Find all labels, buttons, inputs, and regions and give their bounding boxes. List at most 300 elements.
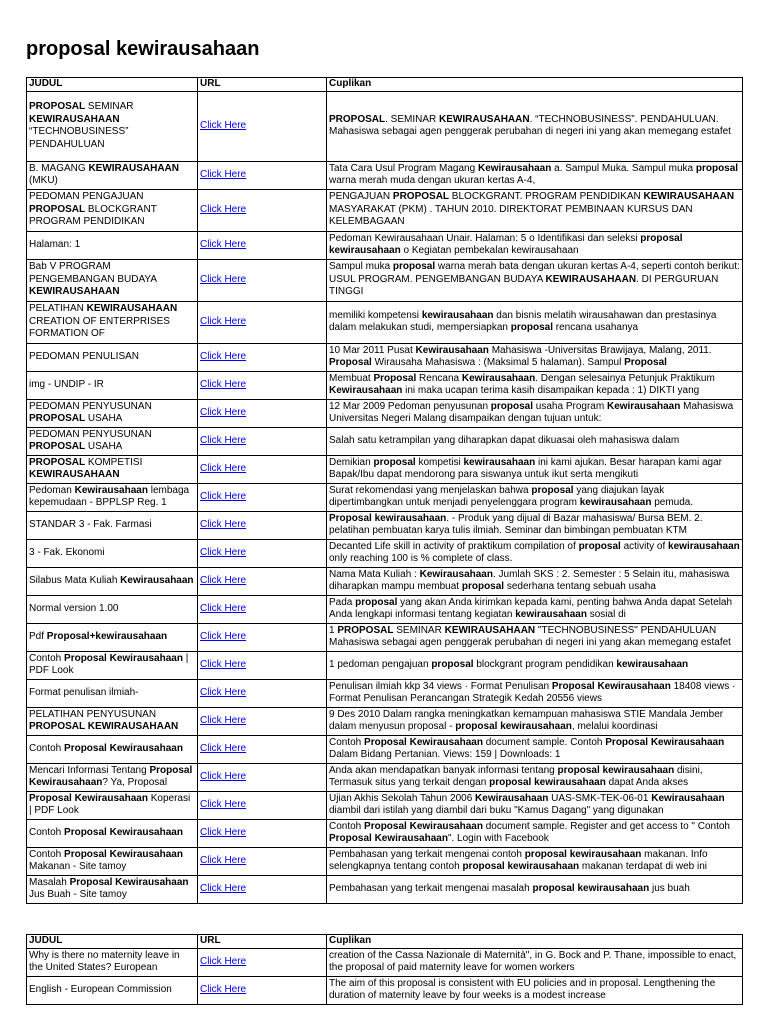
cuplikan-cell [327, 259, 743, 301]
cuplikan-segment: ini maka ucapan terima kasih disampaikan kepada : 1) DIKTI yang [402, 385, 700, 396]
cuplikan-segment: PROPOSAL [392, 191, 450, 203]
cuplikan-segment: proposal [578, 540, 621, 552]
cuplikan-segment: proposal [490, 400, 534, 412]
cuplikan-segment: Kewirausahaan [415, 344, 489, 356]
cuplikan-segment: Mahasiswa -Universitas Brawijaya, Malang, 2011. [488, 344, 712, 356]
judul-segment: | PDF Look [29, 652, 189, 676]
judul-cell [27, 343, 198, 371]
cuplikan-segment: creation of the Cassa Nazionale di Maternità", in G. Bock and P. Thane, impossible to enact, the proposal of paid maternity leave for women workers [329, 949, 737, 973]
table-row [27, 679, 743, 707]
cuplikan-segment: Decanted Life skill in activity of praktikum compilation of [329, 540, 579, 552]
cuplikan-segment: Pedoman Kewirausahaan Unair. Halaman: 5 o Identifikasi dan seleksi [329, 232, 641, 244]
cuplikan-segment: usaha Program [533, 400, 607, 412]
judul-segment: Proposal Kewirausahaan [64, 848, 183, 860]
cuplikan-segment: Kewirausahaan [329, 385, 403, 396]
judul-segment: Pedoman [29, 484, 75, 496]
judul-segment: Proposal Kewirausahaan [64, 652, 183, 664]
judul-segment: img - UNDIP - IR [29, 378, 104, 390]
cuplikan-segment: MASYARAKAT (PKM) . TAHUN 2010. DIREKTORAT PEMBINAAN KURSUS DAN KELEMBAGAAN [329, 203, 693, 228]
cuplikan-segment: diambil dari istilah yang diambil dari buku "Kamus Dagang" yang digunakan [329, 805, 664, 816]
judul-cell [27, 91, 198, 161]
cuplikan-segment: kewirausahaan [421, 309, 494, 321]
cuplikan-segment: Membuat [329, 372, 374, 384]
judul-segment: Contoh [29, 826, 65, 838]
judul-cell [27, 455, 198, 483]
judul-segment: PEDOMAN PENULISAN [29, 350, 140, 362]
judul-cell [27, 399, 198, 427]
header-url: URL [198, 78, 327, 92]
judul-segment: BLOCKGRANT PROGRAM PENDIDIKAN [29, 203, 157, 228]
judul-cell [27, 595, 198, 623]
table-row [27, 735, 743, 763]
table-row [27, 791, 743, 819]
judul-cell [27, 875, 198, 903]
judul-segment: KEWIRAUSAHAAN [86, 303, 178, 315]
url-cell [198, 847, 327, 875]
url-cell [198, 399, 327, 427]
judul-segment: ? Ya, Proposal [102, 777, 168, 788]
cuplikan-cell [327, 948, 743, 976]
click-here-link[interactable]: Click Here [200, 119, 247, 131]
cuplikan-segment: yang diajukan layak dipertimbangkan untuk menjadi penyelenggara program [329, 484, 665, 508]
table-row [27, 189, 743, 231]
click-here-link[interactable]: Click Here [200, 658, 247, 670]
judul-segment: lembaga kepemudaan - BPPLSP Reg. 1 [29, 484, 190, 508]
judul-cell [27, 651, 198, 679]
judul-cell [27, 511, 198, 539]
judul-segment: USAHA [85, 441, 123, 452]
judul-cell [27, 539, 198, 567]
cuplikan-segment: proposal [531, 484, 574, 496]
cuplikan-segment: UAS-SMK-TEK-06-01 [548, 792, 652, 804]
url-cell [198, 371, 327, 399]
cuplikan-segment: proposal [373, 456, 416, 468]
judul-cell [27, 231, 198, 259]
url-cell [198, 539, 327, 567]
judul-segment: PROPOSAL [29, 203, 86, 215]
judul-segment: PEDOMAN PENYUSUNAN [29, 428, 152, 440]
judul-cell [27, 735, 198, 763]
judul-segment: 3 - Fak. Ekonomi [29, 546, 105, 558]
table-row [27, 707, 743, 735]
judul-segment: Pdf [29, 630, 47, 642]
table-row [27, 847, 743, 875]
click-here-link[interactable]: Click Here [200, 434, 247, 446]
judul-segment: Masalah [29, 876, 70, 888]
cuplikan-cell [327, 819, 743, 847]
table-row [27, 371, 743, 399]
cuplikan-segment: jus buah [649, 882, 690, 894]
cuplikan-cell [327, 455, 743, 483]
click-here-link[interactable]: Click Here [200, 742, 247, 754]
cuplikan-segment: proposal kewirausahaan [489, 777, 606, 788]
cuplikan-segment: 10 Mar 2011 Pusat [329, 344, 416, 356]
table-row [27, 231, 743, 259]
cuplikan-segment: KEWIRAUSAHAAN [643, 191, 735, 203]
judul-segment: Bab V PROGRAM PENGEMBANGAN BUDAYA [29, 261, 157, 285]
cuplikan-cell [327, 976, 743, 1004]
cuplikan-cell [327, 875, 743, 903]
cuplikan-segment: Pembahasan yang terkait mengenai masalah [329, 882, 533, 894]
cuplikan-segment: Proposal kewirausahaan [329, 512, 447, 524]
cuplikan-segment: pemuda. [651, 497, 694, 508]
cuplikan-segment: Kewirausahaan [651, 792, 725, 804]
judul-segment: (MKU) [29, 175, 58, 186]
header-judul: JUDUL [27, 78, 198, 92]
judul-segment: Proposal Kewirausahaan [64, 742, 183, 754]
table-row [27, 301, 743, 343]
page-title: proposal kewirausahaan [26, 38, 260, 60]
url-cell [198, 189, 327, 231]
table-row [27, 161, 743, 189]
judul-segment: PEDOMAN PENGAJUAN [29, 191, 144, 203]
cuplikan-cell [327, 707, 743, 735]
cuplikan-segment: 12 Mar 2009 Pedoman penyusunan [329, 400, 491, 412]
cuplikan-segment: Anda akan mendapatkan banyak informasi tentang [329, 764, 558, 776]
cuplikan-segment: "TECHNOBUSINESS" PENDAHULUAN Mahasiswa sebagai agen penggerak perubahan di negeri ini yang akan memegang estafet [329, 624, 731, 648]
click-here-link[interactable]: Click Here [200, 203, 247, 215]
cuplikan-cell [327, 847, 743, 875]
url-cell [198, 763, 327, 791]
table-row [27, 483, 743, 511]
url-cell [198, 707, 327, 735]
judul-segment: USAHA [85, 413, 123, 424]
click-here-link[interactable]: Click Here [200, 770, 247, 782]
cuplikan-segment: proposal kewirausahaan [329, 232, 683, 256]
judul-segment: CREATION OF ENTERPRISES FORMATION OF [29, 315, 170, 340]
click-here-link[interactable]: Click Here [200, 574, 247, 586]
cuplikan-cell [327, 539, 743, 567]
cuplikan-segment: kewirausahaan [668, 540, 740, 552]
url-cell [198, 651, 327, 679]
cuplikan-segment: BLOCKGRANT. PROGRAM PENDIDIKAN [449, 191, 644, 203]
url-cell [198, 948, 327, 976]
judul-segment: KOMPETISI [85, 456, 143, 468]
judul-cell [27, 483, 198, 511]
table-row [27, 399, 743, 427]
judul-segment: PROPOSAL [29, 441, 86, 452]
cuplikan-segment: Rencana [416, 372, 462, 384]
cuplikan-cell [327, 427, 743, 455]
cuplikan-segment: o Kegiatan pembekalan kewirausahaan [400, 245, 579, 256]
results-table-2 [26, 934, 743, 1005]
cuplikan-cell [327, 595, 743, 623]
cuplikan-segment: blockgrant program pendidikan [473, 658, 617, 670]
header-cuplikan: Cuplikan [327, 935, 743, 949]
judul-segment: KEWIRAUSAHAAN [29, 113, 120, 125]
cuplikan-segment: PROPOSAL [329, 113, 386, 125]
cuplikan-segment: Kewirausahaan [461, 372, 536, 384]
click-here-link[interactable]: Click Here [200, 273, 247, 285]
table-row [27, 511, 743, 539]
judul-segment: Contoh [29, 848, 65, 860]
judul-segment: PEDOMAN PENYUSUNAN [29, 400, 152, 412]
judul-cell [27, 763, 198, 791]
cuplikan-cell [327, 763, 743, 791]
click-here-link[interactable]: Click Here [200, 546, 247, 558]
table-row [27, 651, 743, 679]
cuplikan-segment: Proposal Kewirausahaan [551, 680, 671, 692]
click-here-link[interactable]: Click Here [200, 315, 247, 327]
judul-segment: Mencari Informasi Tentang [29, 764, 150, 776]
url-cell [198, 91, 327, 161]
cuplikan-segment: document sample. Register and get access to " Contoh [482, 820, 730, 832]
cuplikan-cell [327, 511, 743, 539]
cuplikan-segment: proposal [510, 322, 553, 333]
judul-segment: STANDAR 3 - Fak. Farmasi [29, 518, 152, 530]
cuplikan-segment: Dalam Bidang Pertanian. Views: 159 | Downloads: 1 [329, 749, 561, 760]
cuplikan-cell [327, 371, 743, 399]
cuplikan-segment: Tata Cara Usul Program Magang [329, 162, 478, 174]
click-here-link[interactable]: Click Here [200, 406, 247, 418]
cuplikan-cell [327, 161, 743, 189]
table-row [27, 539, 743, 567]
click-here-link[interactable]: Click Here [200, 854, 247, 866]
url-cell [198, 976, 327, 1004]
cuplikan-segment: proposal kewirausahaan [532, 882, 650, 894]
judul-segment: Proposal+kewirausahaan [46, 630, 168, 642]
judul-segment: PELATIHAN [29, 303, 87, 315]
judul-cell [27, 791, 198, 819]
judul-segment: KEWIRAUSAHAAN [88, 162, 180, 174]
cuplikan-segment: document sample. Contoh [482, 736, 606, 748]
judul-segment: English - European Commission [29, 983, 172, 995]
click-here-link[interactable]: Click Here [200, 826, 247, 838]
judul-segment: Proposal Kewirausahaan [69, 876, 189, 888]
url-cell [198, 231, 327, 259]
url-cell [198, 511, 327, 539]
cuplikan-segment: Kewirausahaan [606, 400, 681, 412]
cuplikan-segment: proposal kewirausahaan [455, 721, 572, 732]
click-here-link[interactable]: Click Here [200, 350, 247, 362]
cuplikan-segment: disini, Termasuk situs yang terkait dengan [329, 764, 703, 788]
cuplikan-cell [327, 567, 743, 595]
url-cell [198, 595, 327, 623]
click-here-link[interactable]: Click Here [200, 490, 247, 502]
cuplikan-segment: yang akan Anda kirimkan kepada kami, penting bahwa Anda dapat Setelah Anda lengkapi informasi tentang kegiatan [329, 596, 733, 620]
judul-cell [27, 371, 198, 399]
cuplikan-segment: Proposal [329, 357, 372, 368]
cuplikan-segment: activity of [620, 540, 669, 552]
cuplikan-segment: a. Sampul Muka. Sampul muka [551, 162, 696, 174]
judul-segment: PROPOSAL [29, 101, 86, 112]
click-here-link[interactable]: Click Here [200, 602, 247, 614]
cuplikan-segment: . “TECHNOBUSINESS”. PENDAHULUAN. Mahasiswa sebagai agen penggerak perubahan di negeri ini yang akan memegang estafet [329, 113, 731, 137]
table-row [27, 343, 743, 371]
table-row [27, 259, 743, 301]
cuplikan-segment: Proposal Kewirausahaan [605, 736, 725, 748]
judul-segment: Contoh [29, 652, 65, 664]
judul-segment: Normal version 1.00 [29, 602, 119, 614]
cuplikan-segment: The aim of this proposal is consistent with EU policies and in proposal. Lengthening the duration of maternity leave by four weeks is a modest increase [329, 977, 716, 1001]
judul-segment: Kewirausahaan [74, 484, 148, 496]
cuplikan-segment: . - Produk yang dijual di Bazar mahasiswa/ Bursa BEM. 2. pelatihan pembuatan karya tulis ilmiah. Seminar dan bimbingan pembuatan KTM [329, 512, 703, 536]
cuplikan-segment: 18408 views · Format Penulisan Perancangan Strategik Kedah 20556 views [329, 680, 736, 704]
results-table-1 [26, 77, 743, 904]
judul-segment: PROPOSAL KEWIRAUSAHAAN [29, 721, 179, 732]
judul-segment: Makanan - Site tamoy [29, 861, 127, 872]
url-cell [198, 343, 327, 371]
cuplikan-segment: Mahasiswa Universitas Negeri Malang disampaikan dengan tujuan untuk: [329, 400, 734, 424]
cuplikan-segment: makanan. Info selengkapnya tentang contoh [329, 848, 708, 872]
judul-segment: Halaman: 1 [29, 238, 81, 250]
cuplikan-segment: makanan terdapat di web ini [579, 861, 708, 872]
cuplikan-segment: warna merah bata dengan ukuran kertas A-4, seperti contoh berikut: USUL PROGRAM. PENGEMBANGAN BUDAYA [329, 261, 740, 285]
table-row [27, 948, 743, 976]
cuplikan-segment: Ujian Akhis Sekolah Tahun 2006 [329, 792, 476, 804]
judul-segment: “TECHNOBUSINESS” PENDAHULUAN [29, 126, 129, 150]
judul-cell [27, 161, 198, 189]
cuplikan-segment: Contoh [329, 820, 365, 832]
url-cell [198, 875, 327, 903]
cuplikan-segment: kewirausahaan [616, 658, 689, 670]
url-cell [198, 483, 327, 511]
url-cell [198, 301, 327, 343]
table-row [27, 427, 743, 455]
cuplikan-segment: Sampul muka [329, 261, 393, 273]
cuplikan-segment: Demikian [329, 456, 374, 468]
cuplikan-segment: PROPOSAL [337, 624, 394, 636]
cuplikan-segment: KEWIRAUSAHAAN [439, 113, 530, 125]
cuplikan-segment: Surat rekomendasi yang menjelaskan bahwa [329, 484, 532, 496]
judul-segment: Proposal Kewirausahaan [29, 764, 193, 788]
cuplikan-segment: ". Login with Facebook [447, 833, 549, 844]
cuplikan-segment: dapat Anda akses [605, 777, 689, 788]
table-row [27, 455, 743, 483]
header-url: URL [198, 935, 327, 949]
click-here-link[interactable]: Click Here [200, 462, 247, 474]
judul-cell [27, 567, 198, 595]
click-here-link[interactable]: Click Here [200, 630, 247, 642]
judul-cell [27, 623, 198, 651]
cuplikan-segment: SEMINAR [393, 624, 445, 636]
cuplikan-segment: Penulisan ilmiah kkp 34 views · Format Penulisan [329, 680, 552, 692]
cuplikan-cell [327, 791, 743, 819]
cuplikan-segment: Proposal [373, 372, 417, 384]
judul-segment: Proposal Kewirausahaan [29, 792, 148, 804]
cuplikan-cell [327, 91, 743, 161]
cuplikan-segment: Pembahasan yang terkait mengenai contoh [329, 848, 525, 860]
cuplikan-segment: . Dengan selesainya Petunjuk Praktikum [535, 372, 715, 384]
judul-cell [27, 259, 198, 301]
url-cell [198, 819, 327, 847]
cuplikan-segment: KEWIRAUSAHAAN [444, 624, 536, 636]
table-row [27, 763, 743, 791]
cuplikan-segment: 9 Des 2010 Dalam rangka meningkatkan kemampuan mahasiswa STIE Mandala Jember dalam menyusun proposal - [329, 708, 724, 732]
cuplikan-segment: proposal [461, 581, 505, 592]
judul-segment: SEMINAR [85, 101, 134, 112]
cuplikan-segment: PENGAJUAN [329, 191, 393, 203]
click-here-link[interactable]: Click Here [200, 882, 247, 894]
click-here-link[interactable]: Click Here [200, 955, 247, 967]
judul-segment: KEWIRAUSAHAAN [29, 286, 120, 298]
table-row [27, 595, 743, 623]
cuplikan-cell [327, 231, 743, 259]
cuplikan-segment: . SEMINAR [385, 113, 440, 125]
cuplikan-segment: Contoh [329, 736, 365, 748]
header-cuplikan: Cuplikan [327, 78, 743, 92]
cuplikan-segment: Wirausaha Mahasiswa : (Maksimal 5 halaman). Sampul [371, 357, 625, 368]
cuplikan-segment: proposal kewirausahaan [462, 861, 580, 872]
judul-cell [27, 679, 198, 707]
cuplikan-segment: proposal [695, 162, 739, 174]
cuplikan-segment: proposal kewirausahaan [524, 848, 642, 860]
header-judul: JUDUL [27, 935, 198, 949]
table-row [27, 567, 743, 595]
cuplikan-segment: sosial di [586, 609, 626, 620]
table-row [27, 91, 743, 161]
table-row [27, 623, 743, 651]
url-cell [198, 567, 327, 595]
click-here-link[interactable]: Click Here [200, 168, 247, 180]
cuplikan-segment: Kewirausahaan [475, 792, 549, 804]
cuplikan-segment: Proposal Kewirausahaan [329, 833, 448, 844]
cuplikan-cell [327, 343, 743, 371]
cuplikan-segment: KEWIRAUSAHAAN [545, 273, 637, 285]
click-here-link[interactable]: Click Here [200, 714, 247, 726]
cuplikan-segment: warna merah muda dengan ukuran kertas A-4, [329, 175, 536, 186]
judul-cell [27, 819, 198, 847]
click-here-link[interactable]: Click Here [200, 686, 247, 698]
judul-cell [27, 189, 198, 231]
cuplikan-segment: Salah satu ketrampilan yang diharapkan dapat dikuasai oleh mahasiswa dalam [329, 434, 680, 446]
cuplikan-segment: kewirausahaan [463, 456, 536, 468]
table-row [27, 875, 743, 903]
judul-segment: KEWIRAUSAHAAN [29, 469, 120, 480]
click-here-link[interactable]: Click Here [200, 378, 247, 390]
judul-cell [27, 847, 198, 875]
cuplikan-cell [327, 623, 743, 651]
judul-segment: Why is there no maternity leave in the United States? European [29, 949, 180, 973]
cuplikan-segment: rencana usahanya [553, 322, 639, 333]
cuplikan-cell [327, 651, 743, 679]
cuplikan-segment: kewirausahaan [579, 497, 652, 508]
url-cell [198, 427, 327, 455]
cuplikan-segment: ini kami ajukan. Besar harapan kami agar Bapak/Ibu dapat mendorong para siswanya untuk ikut serta mengikuti [329, 456, 722, 480]
cuplikan-cell [327, 301, 743, 343]
judul-cell [27, 707, 198, 735]
cuplikan-segment: Proposal Kewirausahaan [364, 736, 483, 748]
cuplikan-segment: . DI PERGURUAN TINGGI [329, 273, 719, 298]
judul-segment: Format penulisan ilmiah- [29, 686, 139, 698]
cuplikan-segment: Kewirausahaan [477, 162, 552, 174]
url-cell [198, 259, 327, 301]
judul-segment: Contoh [29, 742, 65, 754]
judul-segment: Jus Buah - Site tamoy [29, 889, 127, 900]
click-here-link[interactable]: Click Here [200, 798, 247, 810]
judul-segment: B. MAGANG [29, 162, 89, 174]
table-row [27, 819, 743, 847]
click-here-link[interactable]: Click Here [200, 518, 247, 530]
table-row [27, 976, 743, 1004]
cuplikan-segment: Proposal [624, 357, 667, 368]
cuplikan-segment: Kewirausahaan [419, 568, 493, 580]
cuplikan-cell [327, 735, 743, 763]
judul-segment: PROPOSAL [29, 413, 86, 424]
judul-segment: Kewirausahaan [120, 574, 194, 586]
url-cell [198, 623, 327, 651]
cuplikan-segment: memiliki kompetensi [329, 309, 422, 321]
cuplikan-segment: 1 [329, 624, 338, 636]
cuplikan-segment: proposal [355, 596, 398, 608]
cuplikan-segment: only reaching 100 is % complete of class. [329, 553, 513, 564]
cuplikan-segment: Proposal Kewirausahaan [364, 820, 483, 832]
click-here-link[interactable]: Click Here [200, 983, 247, 995]
cuplikan-segment: kewirausahaan [515, 609, 587, 620]
click-here-link[interactable]: Click Here [200, 238, 247, 250]
url-cell [198, 679, 327, 707]
url-cell [198, 455, 327, 483]
